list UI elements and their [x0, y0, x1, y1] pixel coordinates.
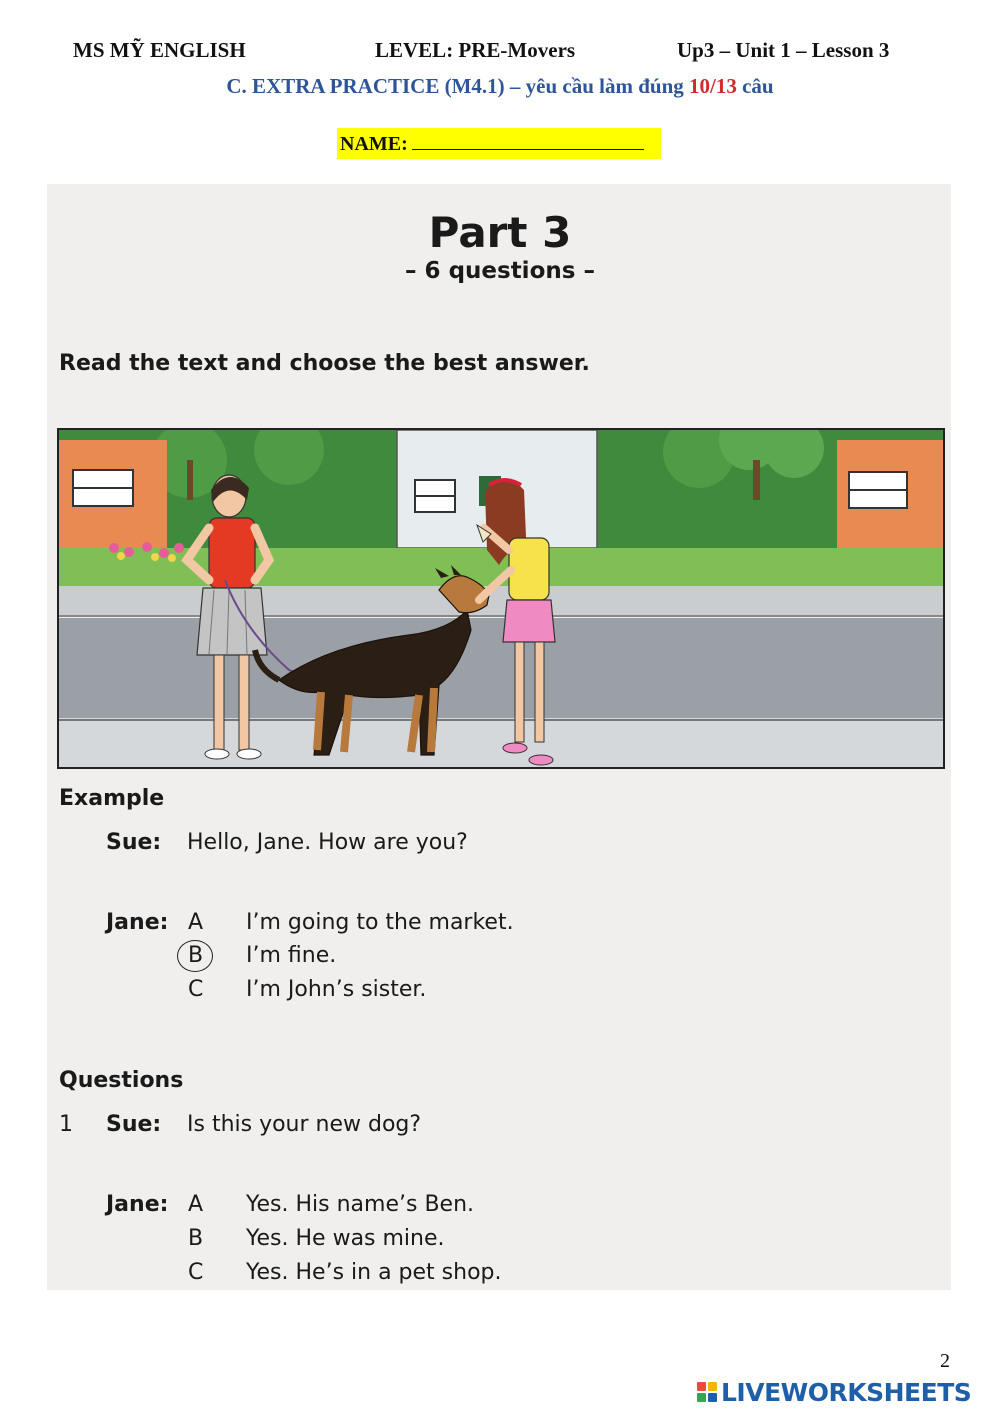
part-title: Part 3 — [428, 208, 572, 257]
question-1-speaker-sue: Sue: — [106, 1112, 162, 1137]
example-option-b-text: I’m fine. — [246, 943, 337, 968]
name-blank-line[interactable] — [412, 131, 644, 150]
school-name: MS MỸ ENGLISH — [73, 38, 246, 62]
street-scene-illustration — [57, 428, 945, 769]
example-option-b-letter: B — [188, 943, 204, 968]
example-option-c-text: I’m John’s sister. — [246, 977, 427, 1002]
unit-lesson-label: Up3 – Unit 1 – Lesson 3 — [677, 38, 890, 62]
example-option-a-text: I’m going to the market. — [246, 910, 514, 935]
example-speaker-sue: Sue: — [106, 830, 162, 855]
example-prompt: Hello, Jane. How are you? — [187, 830, 468, 855]
example-speaker-jane: Jane: — [106, 910, 169, 935]
liveworksheets-logo-icon — [697, 1382, 717, 1402]
question-1-option-c-text[interactable]: Yes. He’s in a pet shop. — [246, 1260, 502, 1285]
liveworksheets-logo-text: LIVEWORKSHEETS — [721, 1377, 972, 1407]
question-1-option-a-letter[interactable]: A — [188, 1192, 204, 1217]
required-score: 10/13 — [689, 74, 737, 98]
name-label: NAME: — [340, 133, 408, 155]
question-1-option-b-text[interactable]: Yes. He was mine. — [246, 1226, 445, 1251]
practice-subtitle — [0, 74, 1000, 99]
instruction: Read the text and choose the best answer. — [59, 351, 590, 376]
level-label: LEVEL: PRE-Movers — [375, 38, 576, 62]
example-option-c-letter: C — [188, 977, 204, 1002]
example-heading: Example — [59, 786, 165, 811]
page-number: 2 — [940, 1350, 950, 1372]
question-1-prompt: Is this your new dog? — [187, 1112, 422, 1137]
question-1-number: 1 — [59, 1112, 73, 1137]
question-1-option-c-letter[interactable]: C — [188, 1260, 204, 1285]
example-option-a-letter: A — [188, 910, 204, 935]
subtitle-prefix: C. EXTRA PRACTICE (M4.1) – yêu cầu làm đúng — [226, 74, 690, 98]
question-1-speaker-jane: Jane: — [106, 1192, 169, 1217]
question-1-option-a-text[interactable]: Yes. His name’s Ben. — [246, 1192, 475, 1217]
subtitle-suffix: câu — [736, 74, 774, 98]
liveworksheets-logo — [697, 1377, 971, 1407]
question-1-option-b-letter[interactable]: B — [188, 1226, 204, 1251]
name-field[interactable] — [337, 128, 661, 159]
questions-heading: Questions — [59, 1068, 184, 1093]
question-count: – 6 questions – — [405, 258, 595, 284]
